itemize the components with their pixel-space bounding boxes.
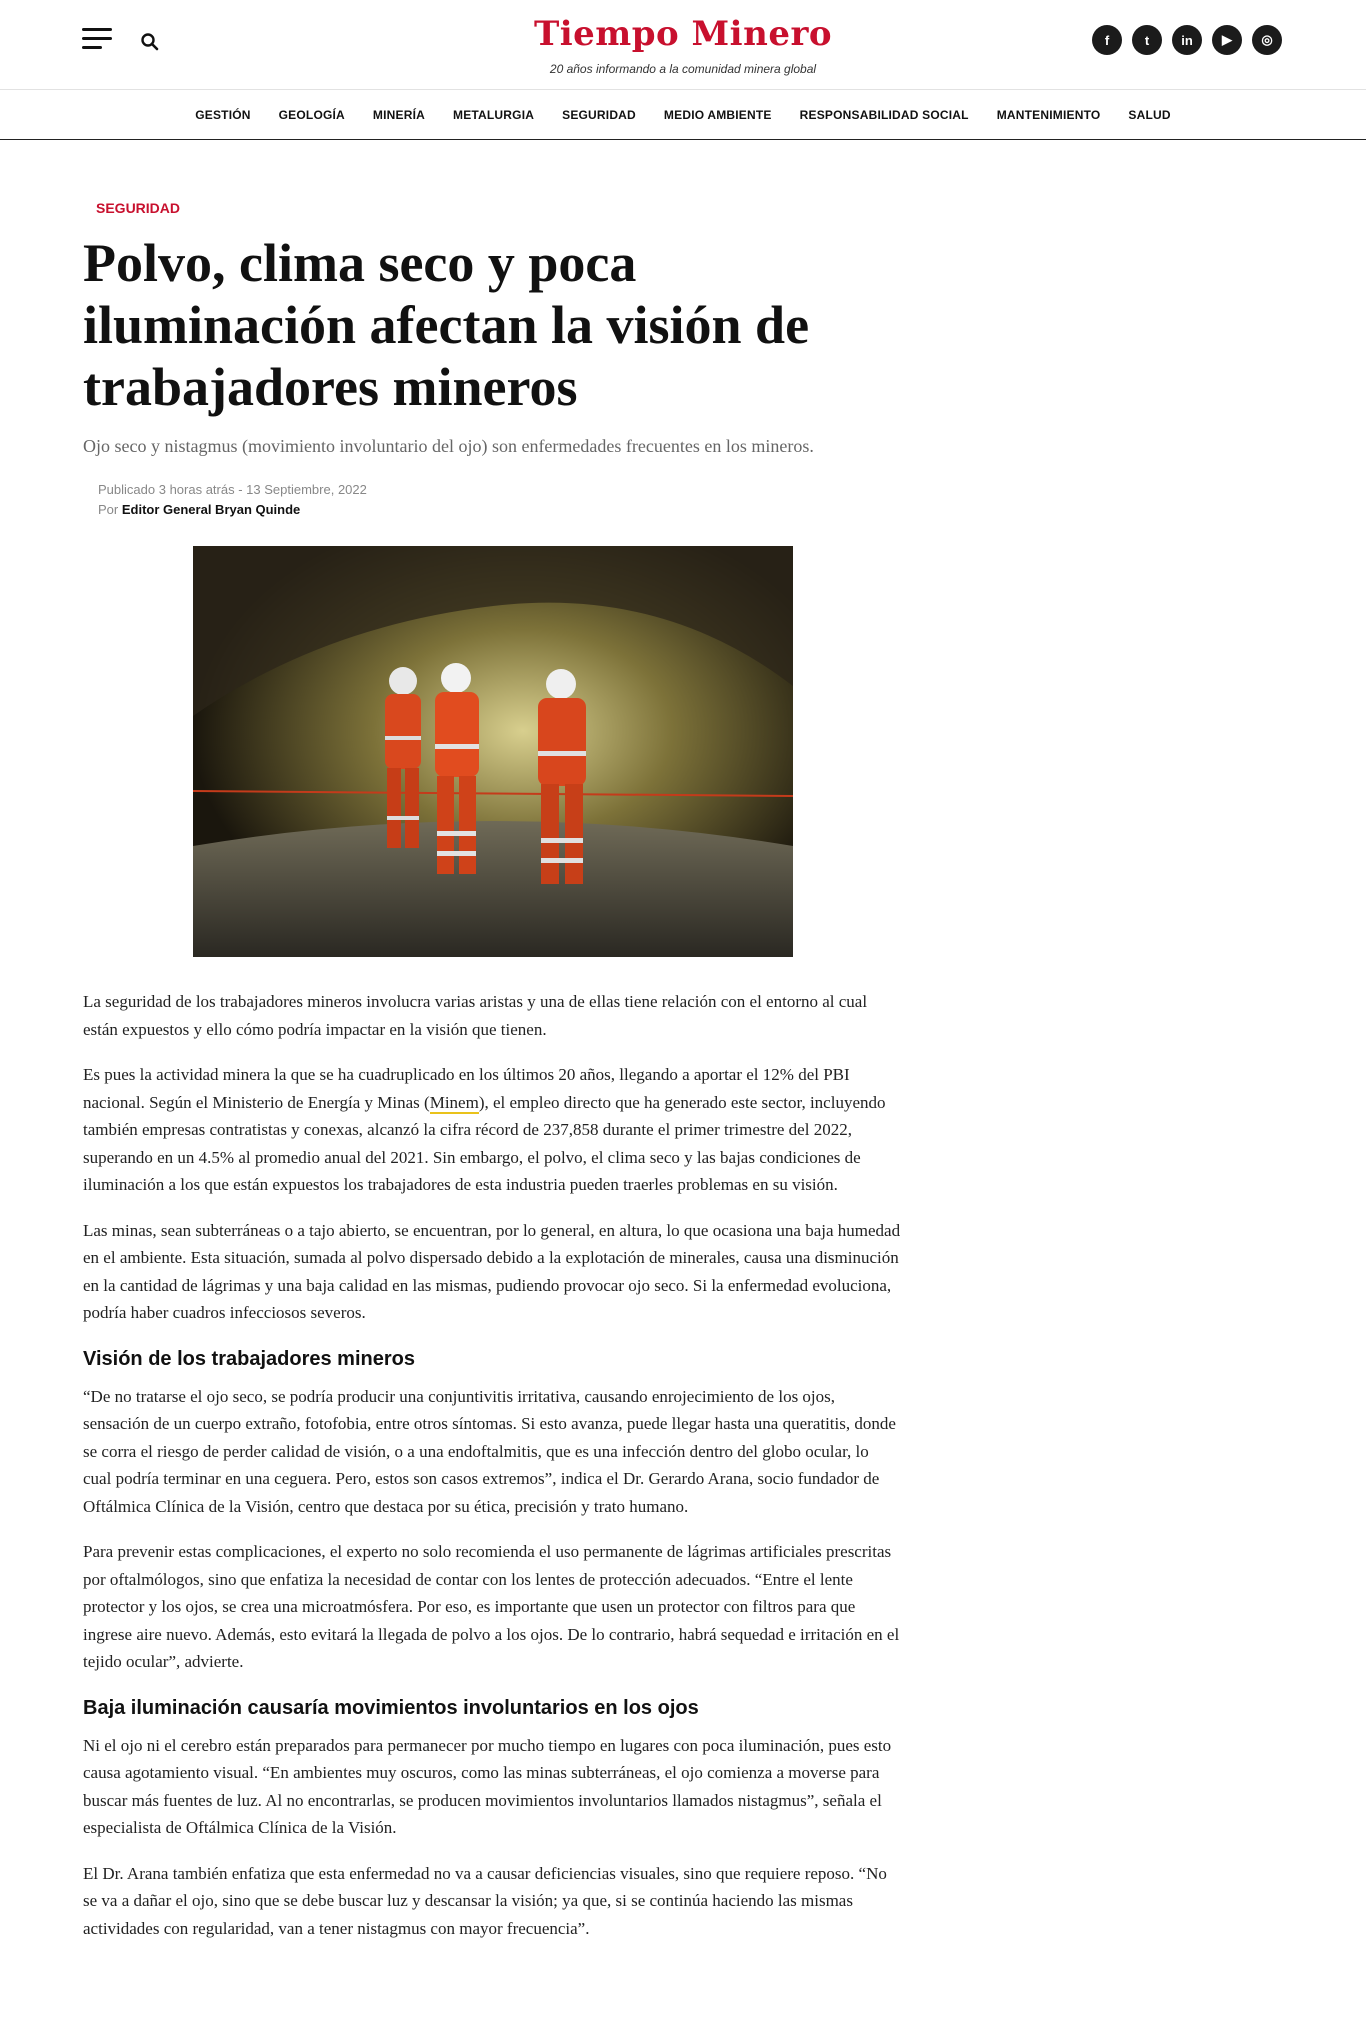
- section-heading: Visión de los trabajadores mineros: [83, 1347, 415, 1370]
- nav-metalurgia[interactable]: METALURGIA: [453, 107, 535, 122]
- paragraph: Las minas, sean subterráneas o a tajo abierto, se encuentran, por lo general, en altura, lo que ocasiona una baja humedad en el ambiente. Esta situación, sumada al polvo dispersado debido a la explotación de minerales, causa una disminución en la cantidad de lágrimas y una baja calidad en las mismas, pudiendo provocar ojo seco. Si la enfermedad evoluciona, podría haber cuadros infecciosos severos.: [83, 1220, 901, 1322]
- published-time: 3 horas atrás: [158, 482, 235, 497]
- twitter-icon[interactable]: t: [1132, 25, 1162, 55]
- paragraph-text: ), el empleo directo que ha generado este sector, incluyendo también empresas contratistas y conexas, alcanzó la cifra récord de 237,858 durante el primer trimestre del 2022, superando en un 4.5% al promedio anual del 2021. Sin embargo, el polvo, el clima seco y las bajas condiciones de iluminación a los que están expuestos los trabajadores de esta industria pueden traerles problemas en su visión.: [83, 1092, 886, 1194]
- main-nav: [0, 90, 1366, 140]
- paragraph-text: Es pues la actividad minera la que se ha cuadruplicado en los últimos 20 años, llegando a aportar el 12% del PBI nacional. Según el Ministerio de Energía y Minas (: [83, 1065, 850, 1112]
- paragraph: “De no tratarse el ojo seco, se podría producir una conjuntivitis irritativa, causando enrojecimiento de los ojos, sensación de un cuerpo extraño, fotofobia, entre otros síntomas. Si esto avanza, puede llegar hasta una queratitis, donde se corra el riesgo de perder calidad de visión, o a una endoftalmitis, que es una infección dentro del globo ocular, lo cual podría terminar en una ceguera. Pero, estos son casos extremos”, indica el Dr. Gerardo Arana, socio fundador de Oftálmica Clínica de la Visión, centro que destaca por su ética, precisión y trato humano.: [83, 1386, 896, 1516]
- facebook-icon[interactable]: f: [1092, 25, 1122, 55]
- article-body: [83, 988, 901, 1960]
- author-link[interactable]: Editor General Bryan Quinde: [121, 502, 301, 517]
- article-category[interactable]: SEGURIDAD: [96, 200, 181, 216]
- nav-responsabilidad-social[interactable]: RESPONSABILIDAD SOCIAL: [799, 107, 969, 122]
- paragraph: La seguridad de los trabajadores mineros involucra varias aristas y una de ellas tiene relación con el entorno al cual están expuestos y ello cómo podría impactar en la visión que tienen.: [83, 992, 868, 1039]
- nav-salud[interactable]: SALUD: [1128, 107, 1171, 122]
- article-subtitle: Ojo seco y nistagmus (movimiento involuntario del ojo) son enfermedades frecuentes en los mineros.: [83, 436, 814, 456]
- published-date: 13 Septiembre, 2022: [246, 482, 367, 497]
- section-heading: Baja iluminación causaría movimientos involuntarios en los ojos: [83, 1696, 699, 1719]
- paragraph: El Dr. Arana también enfatiza que esta enfermedad no va a causar deficiencias visuales, sino que requiere reposo. “No se va a dañar el ojo, sino que se debe buscar luz y descansar la visión; ya que, si se continúa haciendo las mismas actividades con regularidad, van a tener nistagmus con mayor frecuencia”.: [83, 1863, 887, 1938]
- social-links: [1092, 25, 1282, 55]
- article-meta: [98, 480, 367, 520]
- nav-medio-ambiente[interactable]: MEDIO AMBIENTE: [663, 107, 772, 122]
- logo-text[interactable]: Tiempo Minero: [533, 14, 833, 54]
- article-photo: [193, 546, 793, 957]
- nav-geologia[interactable]: GEOLOGÍA: [278, 107, 345, 122]
- site-header: [0, 0, 1366, 90]
- article-title: Polvo, clima seco y poca iluminación afectan la visión de trabajadores mineros: [83, 233, 810, 417]
- minem-link[interactable]: Minem: [429, 1092, 479, 1112]
- paragraph: [83, 1061, 901, 1199]
- nav-mineria[interactable]: MINERÍA: [372, 107, 425, 122]
- by-label: Por: [98, 502, 119, 517]
- published-separator: -: [234, 482, 247, 497]
- paragraph: Ni el ojo ni el cerebro están preparados para permanecer por mucho tiempo en lugares con poca iluminación, pues esto causa agotamiento visual. “En ambientes muy oscuros, como las minas subterráneas, el ojo comienza a moverse para buscar más fuentes de luz. Al no encontrarlas, se producen movimientos involuntarios llamados nistagmus”, señala el especialista de Oftálmica Clínica de la Visión.: [83, 1735, 892, 1837]
- youtube-icon[interactable]: ▶: [1212, 25, 1242, 55]
- instagram-icon[interactable]: ◎: [1252, 25, 1282, 55]
- published-label: Publicado: [98, 482, 156, 497]
- linkedin-icon[interactable]: in: [1172, 25, 1202, 55]
- nav-gestion[interactable]: GESTIÓN: [195, 107, 251, 122]
- site-tagline: 20 años informando a la comunidad minera global: [549, 62, 817, 76]
- nav-mantenimiento[interactable]: MANTENIMIENTO: [996, 107, 1101, 122]
- paragraph: Para prevenir estas complicaciones, el experto no solo recomienda el uso permanente de lágrimas artificiales prescritas por oftalmólogos, sino que enfatiza la necesidad de contar con los lentes de protección adecuados. “Entre el lente protector y los ojos, se crea una microatmósfera. Por eso, es importante que usen un protector con filtros para que ingrese aire nuevo. Además, esto evitará la llegada de polvo a los ojos. De lo contrario, habrá sequedad e irritación en el tejido ocular”, advierte.: [83, 1542, 900, 1671]
- nav-seguridad[interactable]: SEGURIDAD: [562, 107, 636, 122]
